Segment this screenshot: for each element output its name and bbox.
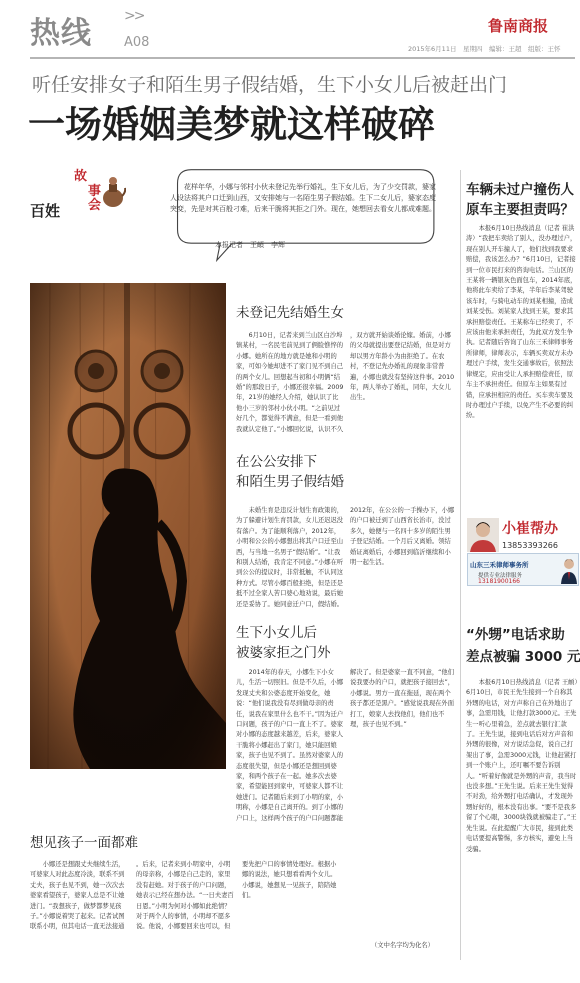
page-number: A08	[124, 35, 150, 50]
header-rule	[30, 57, 575, 59]
section-4-body-c: 要先把户口的事情处理好。根据小娜的说法，她只想看看两个女儿。小娜说，她想见一见孩子，陪陪她们。	[242, 861, 337, 900]
sidebar-story-2-body: 本报6月10日热线消息（记者 王頔）6月10日，市民王先生接到一个自称其外甥的电话，对方声称自己在外地出了事，急需用钱，让他打款3000元。王先生一听心里着急，差点就去银行汇款了。王先生说，接到电话后对方声音和外甥的很像，对方说话急促，说自己打架出了事，急需3000元钱，让他赶紧打到一个账户上，还叮嘱不要告诉别人。“听着好像就是外甥的声音，我当时也没多想。”王先生说。后来王先生觉得不对劲，给外甥打电话确认，才发现外甥好好的，根本没有出事。“要不是我多留了个心眼，3000块钱就被骗走了。”王先生说。在此提醒广大市民，接到此类电话要提高警惕，多方核实，避免上当受骗。	[466, 679, 578, 853]
column-logo-bottom: 事会	[88, 184, 102, 213]
section-2-body-b: 2012年，在公公的一手操办下，小娜的户口被迁到了山西省长治市，没过多久，她便与一名四十多岁的陌生男子登记结婚。一个月后又离婚。领结婚证离婚后，小娜回到临沂继续和小明一起生活。	[350, 507, 455, 567]
issue-meta: 2015年6月11日 星期四 编辑：王超 组版：王怀	[408, 45, 561, 53]
section-title: 热线	[30, 16, 92, 51]
law-firm-subtitle: 提供专业法律服务	[478, 573, 523, 579]
article-lede: 花样年华，小娜与邻村小伙未登记先举行婚礼，生下女儿后，为了少交罚款，婆家人设法将其户口迁到山西，又安排她与一名陌生男子假结婚。生下二女儿后，婆家态度突变，先是对其百般刁难，后来干脆将其拒之门外。现在，她想回去看女儿都成难题。	[170, 183, 436, 213]
sidebar-story-1-body: 本报6月10日热线消息（记者 崔洪涛）“我把车卖给了别人，没办理过户，现在别人开车撞人了，他们找到我要求赔偿，我该怎么办？”6月10日，记者接到一位市民打来的咨询电话。兰山区的王某将一辆银灰色面包车，2014年底，他将此车卖给了李某，半年后李某驾驶该车时，与骑电动车的刘某相撞，造成刘某受伤。刘某家人找到王某，要求其承担赔偿责任。王某称车已经卖了，不应该由他来承担责任，为此双方发生争执。记者随后咨询了山东三禾律师事务所律师，律师表示，车辆买卖双方未办理过户手续，发生交通事故后，依照法律规定，应由受让人承担赔偿责任，原车主不承担责任。但原车主如果有过错，应承担相应的责任。买车卖车要及时办理过户手续，以免产生不必要的纠纷。	[466, 225, 577, 420]
helpline-phone: 13853393266	[502, 541, 558, 550]
section-3-body-b: 解决了。但是婆家一直不同意，“他们说我要办的户口，就把孩子接回去”，小娜说。男方一直在拖延，现在两个孩子都还是黑户。“感觉说我现在外面打工，娘家人去找他们，他们也不理，孩子也见不到。”	[350, 669, 455, 729]
reporter-avatar	[467, 518, 499, 552]
helpline-title: 小崔帮办	[502, 521, 558, 537]
sidebar-story-1-title: 车辆未过户撞伤人 原车主要担责吗？	[466, 182, 574, 218]
name-note: （文中名字均为化名）	[371, 942, 434, 949]
column-rule	[460, 170, 461, 960]
newspaper-name: 鲁南商报	[488, 17, 549, 35]
section-4-body-b: 。后来，记者来到小明家中，小明的母亲称，小娜是自己走的，家里没有赶她。对于孩子的户口问题，她表示已经在想办法。“一日夫妻百日恩。”小明为何对小娜如此绝情？对于两个人的事情，小明却不愿多说。他说，小娜要回来也可以，但	[136, 861, 234, 931]
column-logo-label: 百姓	[30, 202, 61, 220]
section-3-body-a: 2014年的春天，小娜生下小女儿，生活一切照旧。但是不久后，小娜发现丈夫和公婆态度开始变化，她说：“他们说我没有尽到做母亲的责任，说我在家里什么也不干。”因为迁户口问题，孩子的户口一直上不了。婆家对小娜的态度越来越差，后来，婆家人干脆将小娜赶出了家门，她只能回娘家，孩子也见不到了。虽然对婆家人的态度很失望，但是小娜还是想回到婆家，和两个孩子在一起。她多次去婆家，希望能回到家中，可婆家人都不让她进门。记者随后来到了小明的家，小明称，小娜是自己离开的。到了小娜的户口上，这样两个孩子的户口问题都能	[236, 669, 344, 822]
section-4-body-a: 小娜还是想跟丈夫继续生活，可婆家人对此态度冷淡，联系不到丈夫，孩子也见不到，她一次次去婆家看望孩子，婆家人总是不让她进门。“我想孩子，做梦都梦见孩子。”小娜说着哭了起来。记者试图联系小明，但其电话一直无法接通	[30, 861, 125, 931]
lawyer-avatar	[560, 556, 578, 584]
section-2-title: 在公公安排下 和陌生男子假结婚	[236, 454, 344, 490]
section-2-body-a: 未婚生育是违反计划生育政策的，为了躲避计划生育罚款，女儿还迟迟没有落户。为了能顺利落户，2012年，小明和公公的小娜想出将其户口迁至山西，与当地一名男子“假结婚”。“让我和别人结婚，我肯定不同意。”小娜在听到公公的提议时，非常抵触，不认同这种方式。尽管小娜百般拒绝，但是还是抵不过全家人苦口婆心地劝说，最后她还是妥协了。她同意迁户口，假结婚。	[236, 507, 344, 608]
section-4-body-d	[350, 860, 456, 938]
chevron-icon: >>	[124, 8, 144, 24]
law-firm-name: 山东三禾律师事务所	[470, 561, 529, 569]
teapot-icon	[100, 170, 126, 210]
article-kicker: 听任安排女子和陌生男子假结婚，生下小女儿后被赶出门	[32, 74, 508, 96]
section-1-body-a: 6月10日，记者来到兰山区白沙埠镇某村，一名民宅前见到了俩脸憔悴的小娜。她所在的地方就是她和小明的家，可如今她却进不了家门见不到自己的两个女儿。回想起当初和小明俩“结婚”的那段日子，小娜还很幸福。2009年，21岁的她经人介绍，她认识了比他小三岁的邻村小伙小明。“之前见过好几个，都觉得不满意，但是一看到他我就认定他了。”小娜回忆说，认识不久	[236, 332, 344, 433]
section-4-title: 想见孩子一面都难	[30, 835, 138, 851]
article-byline: 本报记者 王頔 李辉	[215, 241, 285, 249]
article-headline: 一场婚姻美梦就这样破碎	[28, 103, 435, 146]
sidebar-story-2-title: “外甥”电话求助 差点被骗 3000 元	[466, 627, 580, 665]
section-3-title: 生下小女儿后 被婆家拒之门外	[236, 625, 331, 661]
article-photo	[30, 283, 226, 769]
section-1-title: 未登记先结婚生女	[236, 305, 344, 321]
column-logo-top: 故	[74, 169, 88, 184]
law-firm-phone: 13181900166	[478, 578, 520, 585]
section-1-body-b: ，双方就开始谈婚论嫁。婚前，小娜的父母就提出要登记结婚，但是对方却以男方年龄小为由拒绝了。在农村，不登记先办婚礼的现象非常普遍，小娜也就没有坚持这件事。2010年，两人举办了婚礼，同年，大女儿出生。	[350, 332, 455, 402]
